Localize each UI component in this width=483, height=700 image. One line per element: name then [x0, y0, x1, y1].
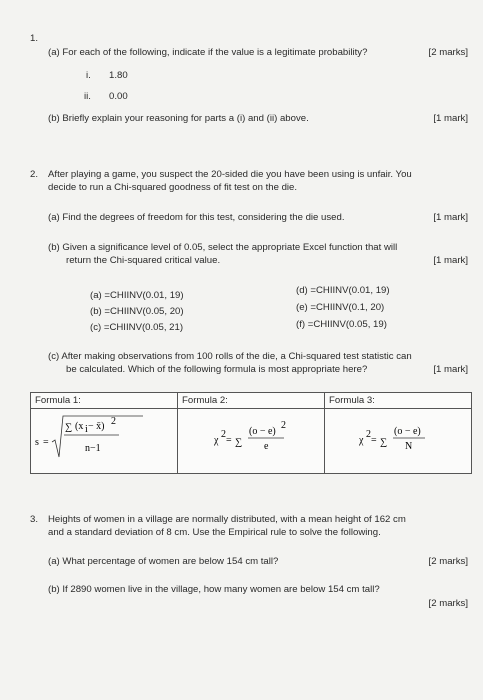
formula-1-header: Formula 1: — [31, 393, 177, 409]
svg-text:(x: (x — [75, 421, 84, 432]
q2c-line2: be calculated. Which of the following formula is most appropriate here? — [66, 364, 368, 375]
formula-1-cell — [31, 393, 178, 473]
svg-text:=: = — [371, 435, 377, 446]
q2b-marks: [1 mark] — [433, 255, 468, 266]
q2-option-e: (e) =CHIINV(0.1, 20) — [296, 302, 385, 313]
q2-intro-line2: decide to run a Chi-squared goodness of fit test on the die. — [48, 182, 298, 193]
q2a-marks: [1 mark] — [433, 212, 468, 223]
svg-text:∑: ∑ — [235, 437, 243, 448]
q2-option-a: (a) =CHIINV(0.01, 19) — [90, 290, 184, 301]
q2-option-b: (b) =CHIINV(0.05, 20) — [90, 306, 184, 317]
q3a-text: (a) What percentage of women are below 154 cm tall? — [48, 556, 279, 567]
q1-item-i-label: i. — [86, 70, 91, 81]
formula-1-equation — [31, 409, 177, 473]
formula-2-cell — [178, 393, 325, 473]
svg-text:2: 2 — [221, 429, 226, 440]
q2b-line1: (b) Given a significance level of 0.05, select the appropriate Excel function that will — [48, 242, 398, 253]
svg-text:s: s — [35, 437, 39, 448]
formula-3-header: Formula 3: — [325, 393, 471, 409]
q2-number: 2. — [30, 169, 39, 180]
svg-text:2: 2 — [366, 429, 371, 440]
svg-text:χ: χ — [359, 435, 364, 446]
q1-item-ii-value: 0.00 — [109, 91, 128, 102]
formula-2-equation — [178, 409, 324, 473]
svg-text:∑: ∑ — [65, 422, 73, 433]
q1-number: 1. — [30, 33, 39, 44]
svg-text:∑: ∑ — [380, 437, 388, 448]
q3b-text: (b) If 2890 women live in the village, how many women are below 154 cm tall? — [48, 584, 380, 595]
q2a-text: (a) Find the degrees of freedom for this test, considering the die used. — [48, 212, 345, 223]
q2-option-f: (f) =CHIINV(0.05, 19) — [296, 319, 387, 330]
q1a-marks: [2 marks] — [428, 47, 468, 58]
q1b-marks: [1 mark] — [433, 113, 468, 124]
svg-text:2: 2 — [111, 416, 116, 427]
q1b-text: (b) Briefly explain your reasoning for parts a (i) and (ii) above. — [48, 113, 309, 124]
q2-option-c: (c) =CHIINV(0.05, 21) — [90, 322, 184, 333]
q3b-marks: [2 marks] — [428, 598, 468, 609]
svg-text:=: = — [43, 437, 49, 448]
svg-text:N: N — [405, 441, 413, 452]
svg-text:χ: χ — [214, 435, 219, 446]
svg-text:2: 2 — [281, 420, 286, 431]
q2-option-d: (d) =CHIINV(0.01, 19) — [296, 285, 390, 296]
q2b-line2: return the Chi-squared critical value. — [66, 255, 221, 266]
svg-text:e: e — [264, 441, 269, 452]
svg-text:− x̄): − x̄) — [88, 421, 105, 432]
q3a-marks: [2 marks] — [428, 556, 468, 567]
svg-text:(o − e): (o − e) — [249, 426, 276, 437]
q1a-text: (a) For each of the following, indicate if the value is a legitimate probability? — [48, 47, 368, 58]
q3-intro-line1: Heights of women in a village are normally distributed, with a mean height of 162 cm — [48, 514, 406, 525]
svg-text:n−1: n−1 — [85, 443, 101, 454]
formula-3-cell — [325, 393, 471, 473]
q2c-line1: (c) After making observations from 100 rolls of the die, a Chi-squared test statistic can — [48, 351, 412, 362]
formula-3-equation — [325, 409, 471, 473]
svg-text:=: = — [226, 435, 232, 446]
formula-2-header: Formula 2: — [178, 393, 324, 409]
q2c-marks: [1 mark] — [433, 364, 468, 375]
svg-text:(o − e): (o − e) — [394, 426, 421, 437]
q1-item-i-value: 1.80 — [109, 70, 128, 81]
svg-text:i: i — [85, 424, 88, 435]
q1-item-ii-label: ii. — [84, 91, 91, 102]
q3-number: 3. — [30, 514, 39, 525]
q2-intro-line1: After playing a game, you suspect the 20-sided die you have been using is unfair. You — [48, 169, 412, 180]
formula-table — [30, 392, 472, 474]
q3-intro-line2: and a standard deviation of 8 cm. Use the Empirical rule to solve the following. — [48, 527, 381, 538]
